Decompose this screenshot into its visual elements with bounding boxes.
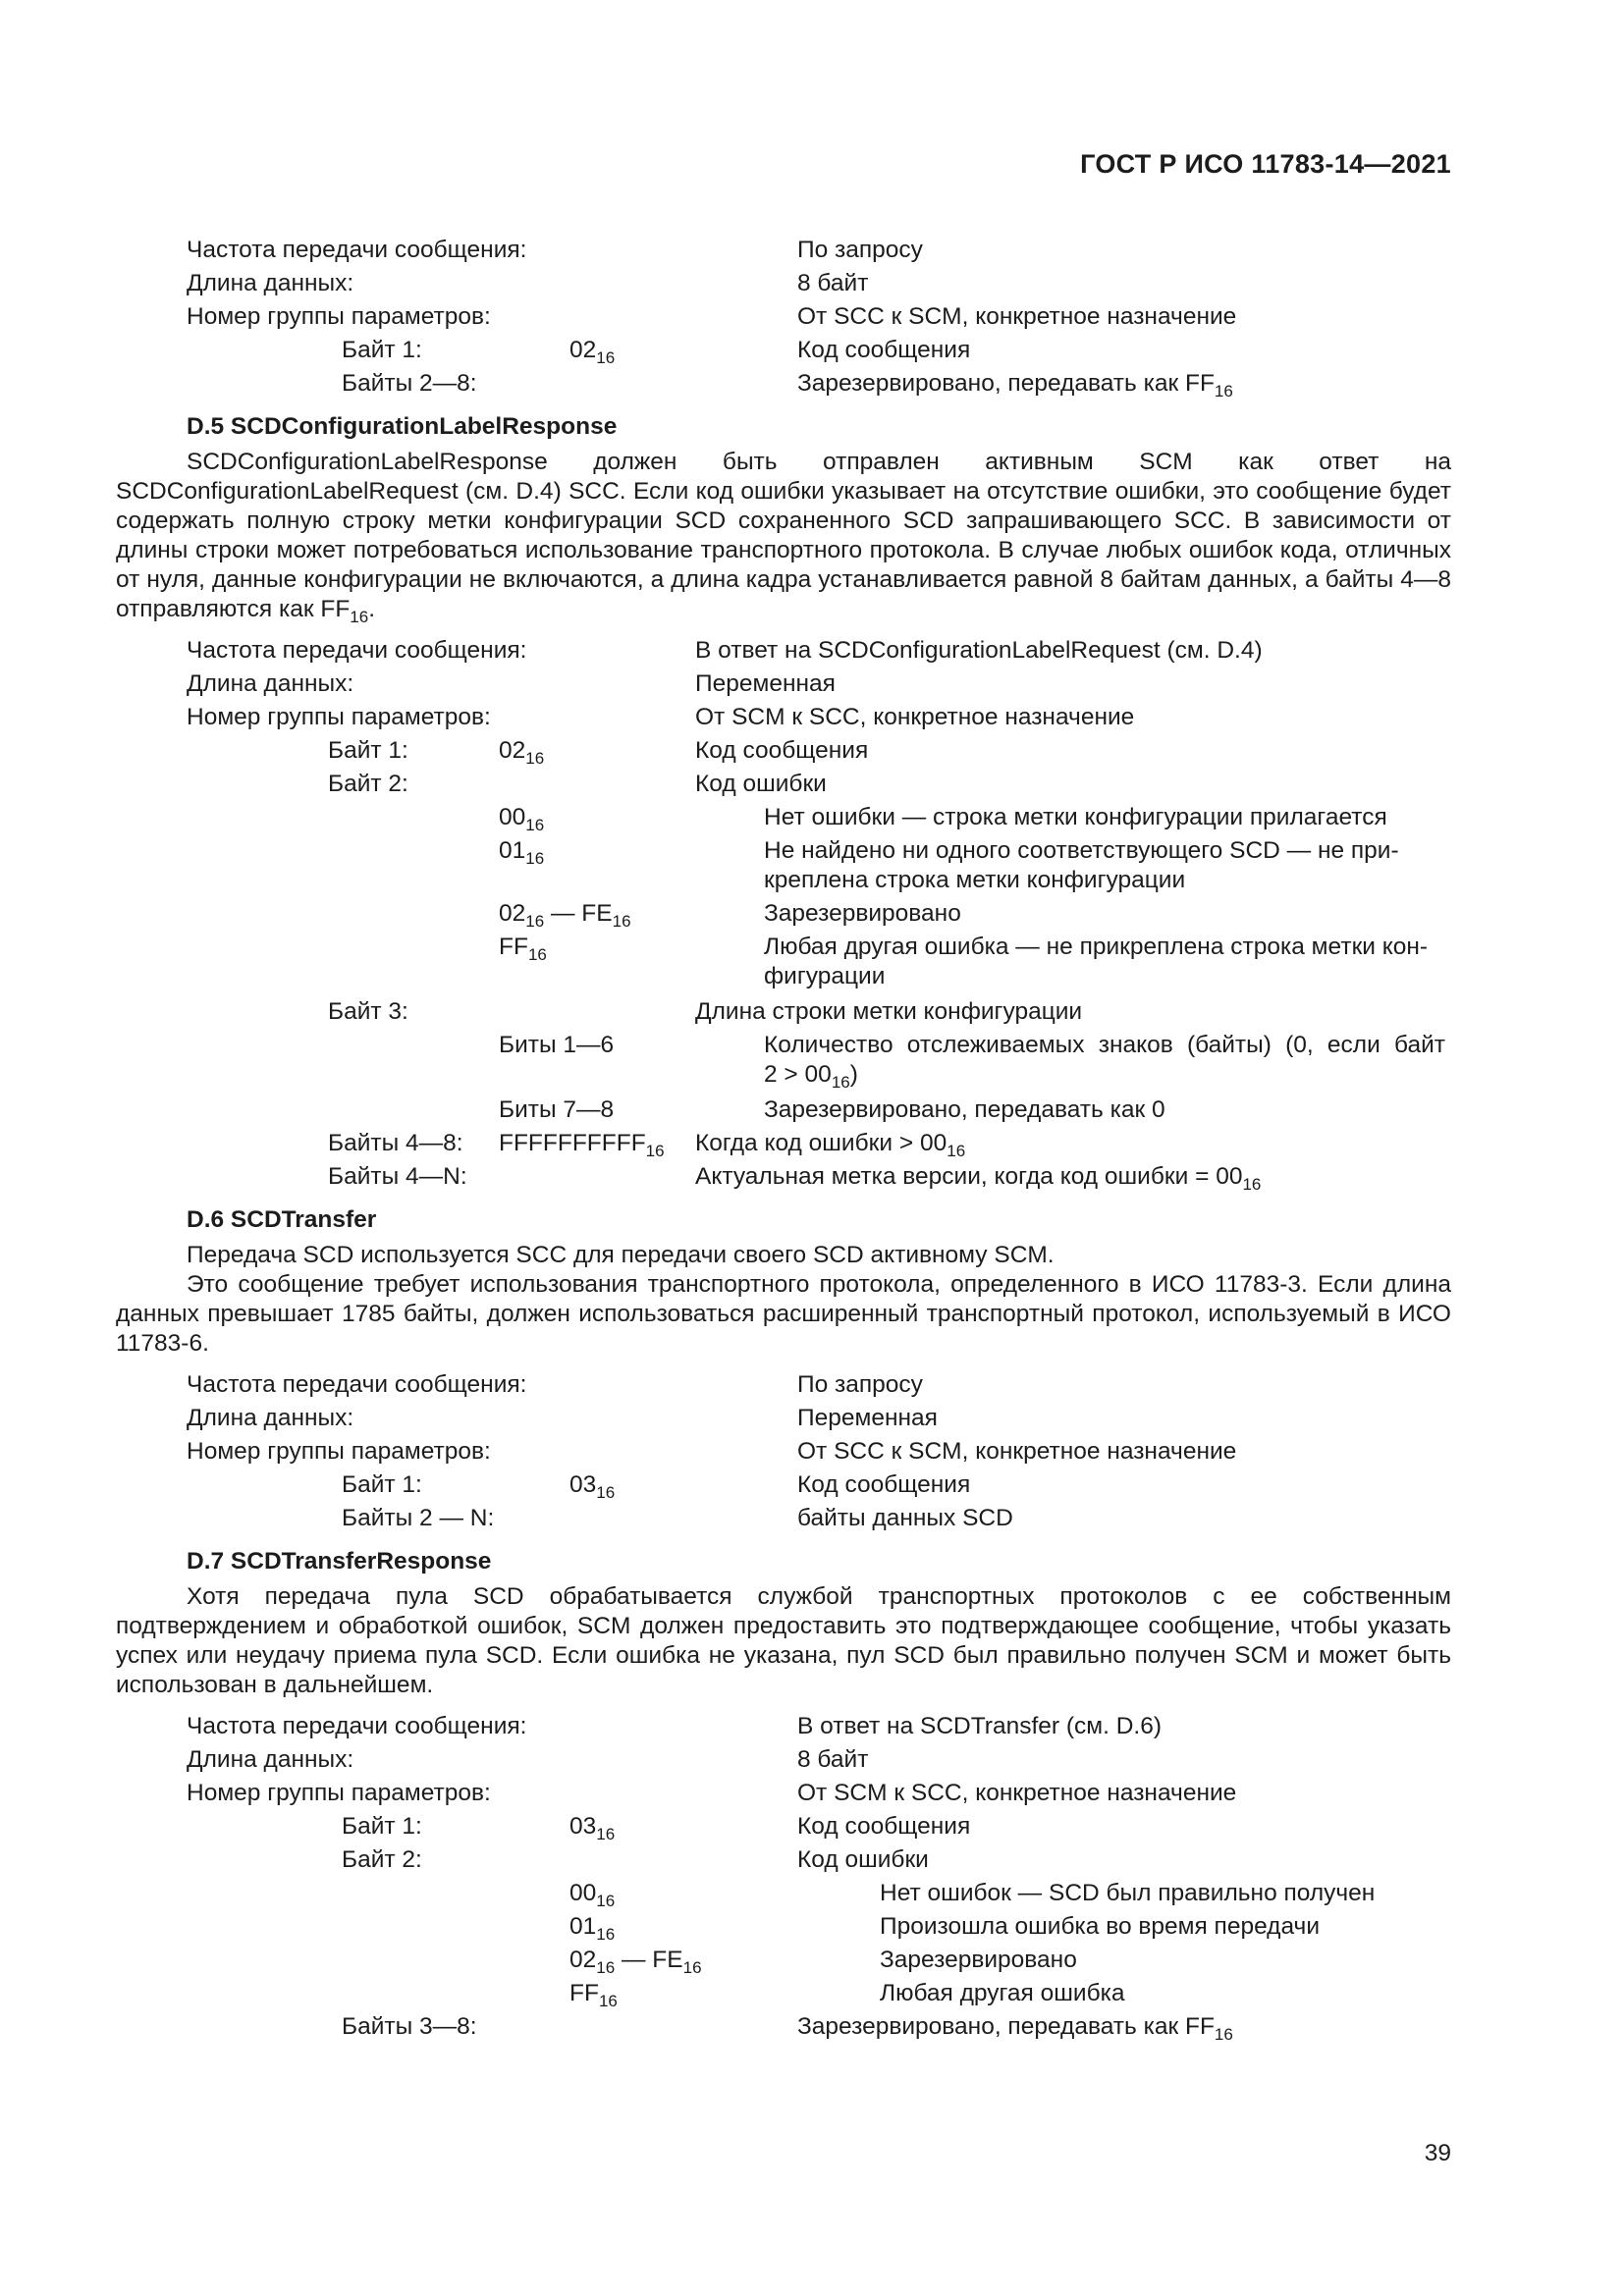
error-desc: Зарезервировано xyxy=(880,1947,1077,1973)
error-code: $01_{16}$ xyxy=(569,1913,616,1944)
byte-value: Актуальная метка версии, когда код ошибки = $00_{16}$ xyxy=(695,1163,1262,1194)
byte-code: $03_{16}$ xyxy=(569,1471,616,1502)
byte-label: Байт 1: xyxy=(342,337,422,363)
document-header: ГОСТ Р ИСО 11783-14—2021 xyxy=(1080,149,1451,179)
bits-desc: Зарезервировано, передавать как 0 xyxy=(764,1096,1165,1123)
error-code: $02_{16}$ — $FE_{16}$ xyxy=(569,1947,702,1977)
byte-label: Байты 4—N: xyxy=(328,1163,467,1190)
bits-desc-cont: $2 > 00_{16}$) xyxy=(764,1061,858,1092)
error-desc: Нет ошибки — строка метки конфигурации прилагается xyxy=(764,804,1387,830)
field-value: 8 байт xyxy=(797,270,869,296)
error-code: $00_{16}$ xyxy=(569,1880,616,1910)
field-label: Длина данных: xyxy=(187,270,354,296)
byte-value: Код сообщения xyxy=(797,1471,971,1498)
byte-label: Байт 1: xyxy=(342,1813,422,1840)
field-label: Частота передачи сообщения: xyxy=(187,237,527,263)
field-label: Номер группы параметров: xyxy=(187,1438,491,1465)
error-desc: Нет ошибок — SCD был правильно получен xyxy=(880,1880,1376,1906)
field-label: Номер группы параметров: xyxy=(187,704,491,730)
bits-label: Биты 7—8 xyxy=(499,1096,615,1123)
field-value: От SCC к SCM, конкретное назначение xyxy=(797,303,1237,330)
byte-value: Код сообщения xyxy=(797,337,971,363)
section-paragraph: Это сообщение требует использования транспортного протокола, определенного в ИСО 11783-3. Если длина данных превышает 1785 байты, должен использоваться расширенный транспортный протокол, используемый в ИСО 11783-6. xyxy=(116,1271,1451,1357)
byte-code: $03_{16}$ xyxy=(569,1813,616,1843)
section-paragraph: Передача SCD используется SCC для передачи своего SCD активному SCM. xyxy=(187,1242,1055,1268)
byte-label: Байты 2 — N: xyxy=(342,1505,495,1531)
error-code: $01_{16}$ xyxy=(499,837,545,868)
page-number: 39 xyxy=(1424,2140,1451,2166)
byte-value: Код ошибки xyxy=(695,771,827,797)
error-desc: Не найдено ни одного соответствующего SCD — не при- xyxy=(764,837,1399,864)
byte-label: Байт 2: xyxy=(342,1846,422,1873)
bits-label: Биты 1—6 xyxy=(499,1032,615,1058)
section-heading-d5: D.5 SCDConfigurationLabelResponse xyxy=(187,413,618,440)
byte-code: $FFFFFFFFFF_{16}$ xyxy=(499,1130,665,1160)
byte-label: Байт 1: xyxy=(328,737,408,764)
byte-label: Байты 3—8: xyxy=(342,2013,477,2040)
error-code: $02_{16}$ — $FE_{16}$ xyxy=(499,900,631,931)
field-value: 8 байт xyxy=(797,1746,869,1773)
error-desc: Зарезервировано xyxy=(764,900,961,927)
field-value: От SCC к SCM, конкретное назначение xyxy=(797,1438,1237,1465)
error-desc: Любая другая ошибка xyxy=(880,1980,1125,2006)
byte-code: $02_{16}$ xyxy=(569,337,616,367)
byte-value: Зарезервировано, передавать как $FF_{16}$ xyxy=(797,2013,1233,2044)
field-value: В ответ на SCDConfigurationLabelRequest (см. D.4) xyxy=(695,637,1263,664)
field-label: Длина данных: xyxy=(187,670,354,697)
field-value: По запросу xyxy=(797,237,923,263)
section-paragraph: Хотя передача пула SCD обрабатывается службой транспортных протоколов с ее собственным подтверждением и обработкой ошибок, SCM должен предоставить это подтверждающее сообщение, чтобы указать успех или неудачу приема пула SCD. Если ошибка не указана, пул SCD был правильно получен SCM и может быть использован в дальнейшем. xyxy=(116,1583,1451,1698)
byte-value: Код ошибки xyxy=(797,1846,929,1873)
byte-label: Байты 2—8: xyxy=(342,370,477,397)
field-value: От SCM к SCC, конкретное назначение xyxy=(695,704,1135,730)
field-value: Переменная xyxy=(797,1405,938,1431)
field-value: В ответ на SCDTransfer (см. D.6) xyxy=(797,1713,1162,1739)
bits-desc: Количество отслеживаемых знаков (байты) (0, если байт xyxy=(764,1032,1445,1058)
error-code: $00_{16}$ xyxy=(499,804,545,834)
byte-value: Когда код ошибки > $00_{16}$ xyxy=(695,1130,966,1160)
byte-label: Байты 4—8: xyxy=(328,1130,463,1156)
section-heading-d7: D.7 SCDTransferResponse xyxy=(187,1548,492,1575)
byte-label: Байт 3: xyxy=(328,998,408,1025)
byte-label: Байт 2: xyxy=(328,771,408,797)
field-label: Частота передачи сообщения: xyxy=(187,1371,527,1398)
byte-value: Код сообщения xyxy=(695,737,869,764)
field-label: Длина данных: xyxy=(187,1405,354,1431)
field-value: Переменная xyxy=(695,670,836,697)
field-label: Номер группы параметров: xyxy=(187,1780,491,1806)
byte-code: $02_{16}$ xyxy=(499,737,545,768)
error-code: $FF_{16}$ xyxy=(569,1980,618,2010)
byte-value: Зарезервировано, передавать как $FF_{16}$ xyxy=(797,370,1233,400)
field-label: Длина данных: xyxy=(187,1746,354,1773)
section-heading-d6: D.6 SCDTransfer xyxy=(187,1206,377,1233)
field-value: По запросу xyxy=(797,1371,923,1398)
field-label: Номер группы параметров: xyxy=(187,303,491,330)
error-desc: Произошла ошибка во время передачи xyxy=(880,1913,1320,1940)
field-label: Частота передачи сообщения: xyxy=(187,1713,527,1739)
error-code: $FF_{16}$ xyxy=(499,934,547,964)
byte-value: байты данных SCD xyxy=(797,1505,1013,1531)
field-label: Частота передачи сообщения: xyxy=(187,637,527,664)
section-paragraph: SCDConfigurationLabelResponse должен быть отправлен активным SCM как ответ на SCDConfigurationLabelRequest (см. D.4) SCC. Если код ошибки указывает на отсутствие ошибки, это сообщение будет содержать полную строку метки конфигурации SCD сохраненного SCD запрашивающего SCC. В зависимости от длины строки может потребоваться использование транспортного протокола. В случае любых ошибок кода, отличных от нуля, данные конфигурации не включаются, а длина кадра устанавливается равной 8 байтам данных, а байты 4—8 отправляются как $FF_{16}$. xyxy=(116,449,1451,626)
error-desc-cont: фигурации xyxy=(764,963,886,989)
field-value: От SCM к SCC, конкретное назначение xyxy=(797,1780,1237,1806)
error-desc: Любая другая ошибка — не прикреплена строка метки кон- xyxy=(764,934,1429,960)
byte-label: Байт 1: xyxy=(342,1471,422,1498)
byte-value: Длина строки метки конфигурации xyxy=(695,998,1083,1025)
error-desc-cont: креплена строка метки конфигурации xyxy=(764,867,1186,893)
byte-value: Код сообщения xyxy=(797,1813,971,1840)
